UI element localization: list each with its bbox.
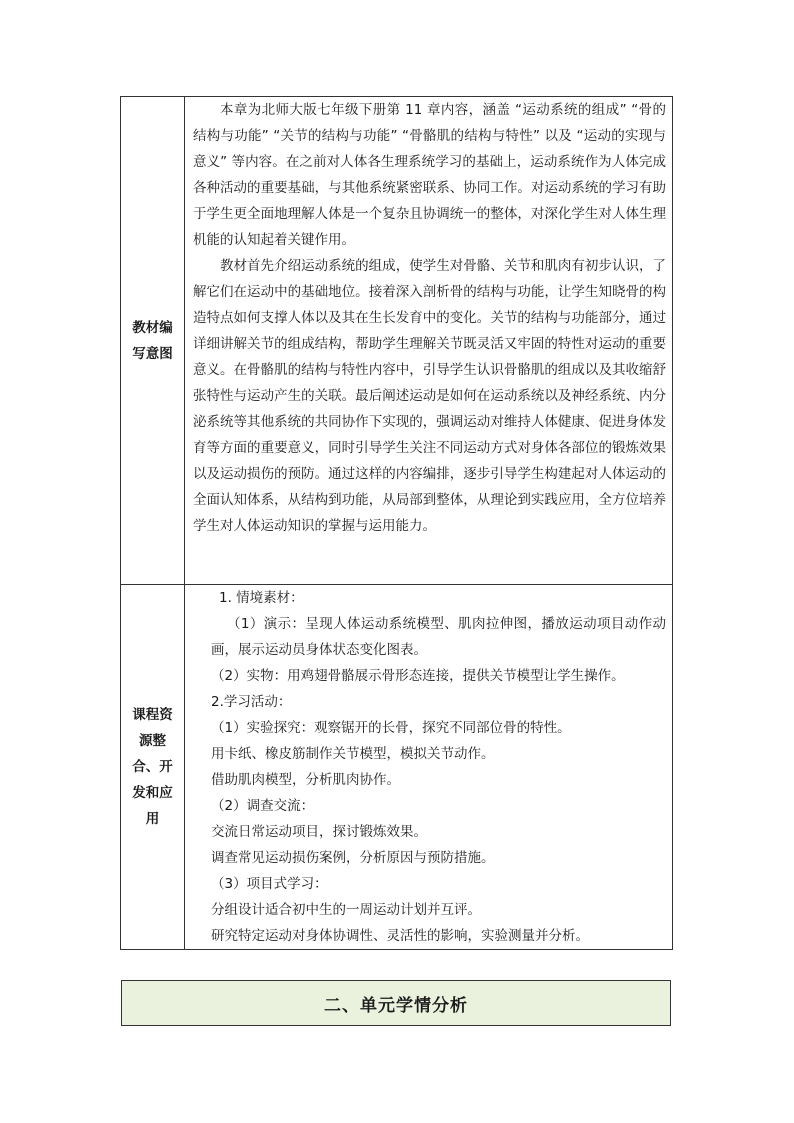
section-heading-learner-analysis — [121, 980, 671, 1026]
list-item: 研究特定运动对身体协调性、灵活性的影响，实验测量并分析。 — [211, 928, 589, 944]
section-title: 二、单元学情分析 — [324, 995, 468, 1016]
textbook-intent-content — [185, 97, 673, 585]
paragraph: 本章为北师大版七年级下册第 11 章内容，涵盖 “运动系统的组成” “骨的结构与功能” “关节的结构与功能” “骨骼肌的结构与特性” 以及 “运动的实现与意义” 等内容。在之前对人体各生理系统学习的基础上，运动系统作为人体完成各种活动的重要基础，与其他系统紧密联系、协同工作。对运动系统的学习有助于学生更全面地理解人体是一个复杂且协调统一的整体，对深化学生对人体生理机能的认知起着关键作用。 — [193, 102, 666, 248]
course-resources-content — [185, 585, 673, 950]
list-item: 2.学习活动： — [211, 694, 292, 710]
table-row — [121, 585, 673, 950]
list-item: 用卡纸、橡皮筋制作关节模型，模拟关节动作。 — [211, 746, 495, 762]
list-item: 交流日常运动项目，探讨锻炼效果。 — [211, 824, 427, 840]
list-item: 1. 情境素材： — [219, 590, 304, 606]
unit-design-table — [120, 96, 673, 950]
row-label-textbook-intent: 教材编写意图 — [121, 97, 185, 585]
list-item: （3）项目式学习： — [211, 876, 328, 892]
list-item: （2）实物：用鸡翅骨骼展示骨形态连接，提供关节模型让学生操作。 — [211, 668, 625, 684]
paragraph: 教材首先介绍运动系统的组成，使学生对骨骼、关节和肌肉有初步认识，了解它们在运动中的基础地位。接着深入剖析骨的结构与功能，让学生知晓骨的构造特点如何支撑人体以及其在生长发育中的变化。关节的结构与功能部分，通过详细讲解关节的组成结构，帮助学生理解关节既灵活又牢固的特性对运动的重要意义。在骨骼肌的结构与特性内容中，引导学生认识骨骼肌的组成以及其收缩舒张特性与运动产生的关联。最后阐述运动是如何在运动系统以及神经系统、内分泌系统等其他系统的共同协作下实现的，强调运动对维持人体健康、促进身体发育等方面的重要意义，同时引导学生关注不同运动方式对身体各部位的锻炼效果以及运动损伤的预防。通过这样的内容编排，逐步引导学生构建起对人体运动的全面认知体系，从结构到功能，从局部到整体，从理论到实践应用，全方位培养学生对人体运动知识的掌握与运用能力。 — [193, 258, 666, 534]
list-item: 借助肌肉模型，分析肌肉协作。 — [211, 772, 400, 788]
list-item: 调查常见运动损伤案例，分析原因与预防措施。 — [211, 850, 495, 866]
list-item: （2）调查交流： — [211, 798, 315, 814]
row-label-course-resources: 课程资源整合、开发和应用 — [121, 585, 185, 950]
list-item: （1）演示：呈现人体运动系统模型、肌肉拉伸图，播放运动项目动作动画，展示运动员身体状态变化图表。 — [211, 616, 666, 658]
table-row — [121, 97, 673, 585]
list-item: （1）实验探究：观察锯开的长骨，探究不同部位骨的特性。 — [211, 720, 571, 736]
list-item: 分组设计适合初中生的一周运动计划并互评。 — [211, 902, 481, 918]
